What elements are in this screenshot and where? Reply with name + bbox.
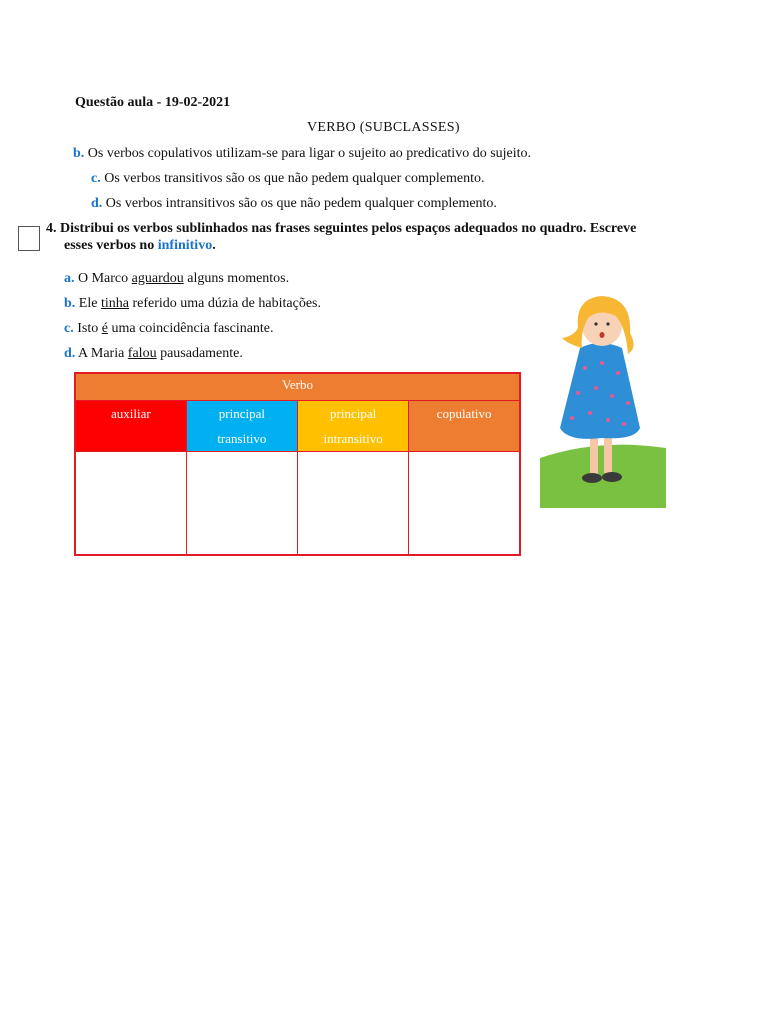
question-4-line2: [64, 238, 216, 254]
sentence-pre: Ele: [78, 296, 101, 311]
column-sublabel: intransitivo: [323, 431, 383, 446]
column-label: principal: [218, 406, 265, 421]
answer-cell-auxiliar[interactable]: [75, 452, 186, 556]
column-label: auxiliar: [111, 406, 151, 421]
underlined-verb: falou: [127, 346, 157, 361]
table-header-verbo: Verbo: [75, 373, 520, 401]
question-4-text: esses verbos no: [64, 238, 158, 253]
girl-leg: [604, 433, 612, 473]
sentence-post: referido uma dúzia de habitações.: [128, 296, 321, 311]
sentence-letter: b.: [64, 296, 76, 311]
girl-mouth: [600, 332, 605, 338]
worksheet-subtitle: VERBO (SUBCLASSES): [307, 120, 460, 135]
statement-b: [73, 146, 531, 162]
sentence-a: [64, 271, 289, 287]
statement-letter: b.: [73, 146, 85, 161]
underlined-verb: é: [101, 321, 108, 336]
girl-shoe: [602, 472, 622, 482]
answer-checkbox[interactable]: [18, 226, 40, 251]
infinitivo-highlight: infinitivo: [157, 238, 213, 253]
statement-text: Os verbos copulativos utilizam-se para ligar o sujeito ao predicativo do sujeito.: [87, 146, 532, 161]
column-label: copulativo: [436, 406, 492, 421]
question-4-period: .: [212, 238, 216, 253]
girl-dress: [560, 343, 640, 439]
statement-c: [91, 171, 484, 187]
statement-letter: c.: [91, 171, 101, 186]
sentence-post: uma coincidência fascinante.: [107, 321, 274, 336]
sentence-pre: A Maria: [78, 346, 128, 361]
girl-shoe: [582, 473, 602, 483]
column-principal-transitivo: [186, 401, 297, 452]
sentence-letter: d.: [64, 346, 76, 361]
column-label: principal: [330, 406, 377, 421]
question-4-line1: 4. Distribui os verbos sublinhados nas frases seguintes pelos espaços adequados no quadro. Escreve: [46, 221, 637, 236]
sentence-post: alguns momentos.: [183, 271, 290, 286]
statement-text: Os verbos intransitivos são os que não pedem qualquer complemento.: [105, 196, 497, 211]
statement-letter: d.: [91, 196, 103, 211]
column-auxiliar: [75, 401, 186, 452]
underlined-verb: aguardou: [131, 271, 184, 286]
answer-cell-intransitivo[interactable]: [298, 452, 409, 556]
girl-in-blue-dress-illustration: [540, 288, 666, 508]
sentence-b: [64, 296, 321, 312]
girl-eye: [606, 322, 609, 325]
girl-eye: [594, 322, 597, 325]
statement-d: [91, 196, 497, 212]
column-principal-intransitivo: [298, 401, 409, 452]
sentence-pre: O Marco: [78, 271, 132, 286]
column-copulativo: [409, 401, 520, 452]
statement-text: Os verbos transitivos são os que não pedem qualquer complemento.: [104, 171, 485, 186]
sentence-pre: Isto: [77, 321, 102, 336]
sentence-c: [64, 321, 274, 337]
answer-cell-copulativo[interactable]: [409, 452, 520, 556]
sentence-d: [64, 346, 243, 362]
column-sublabel: transitivo: [217, 431, 267, 446]
girl-leg: [590, 433, 598, 475]
underlined-verb: tinha: [100, 296, 129, 311]
answer-cell-transitivo[interactable]: [186, 452, 297, 556]
sentence-letter: c.: [64, 321, 74, 336]
verb-classification-table: [74, 372, 521, 556]
sentence-letter: a.: [64, 271, 75, 286]
worksheet-title: Questão aula - 19-02-2021: [75, 95, 231, 110]
sentence-post: pausadamente.: [156, 346, 243, 361]
